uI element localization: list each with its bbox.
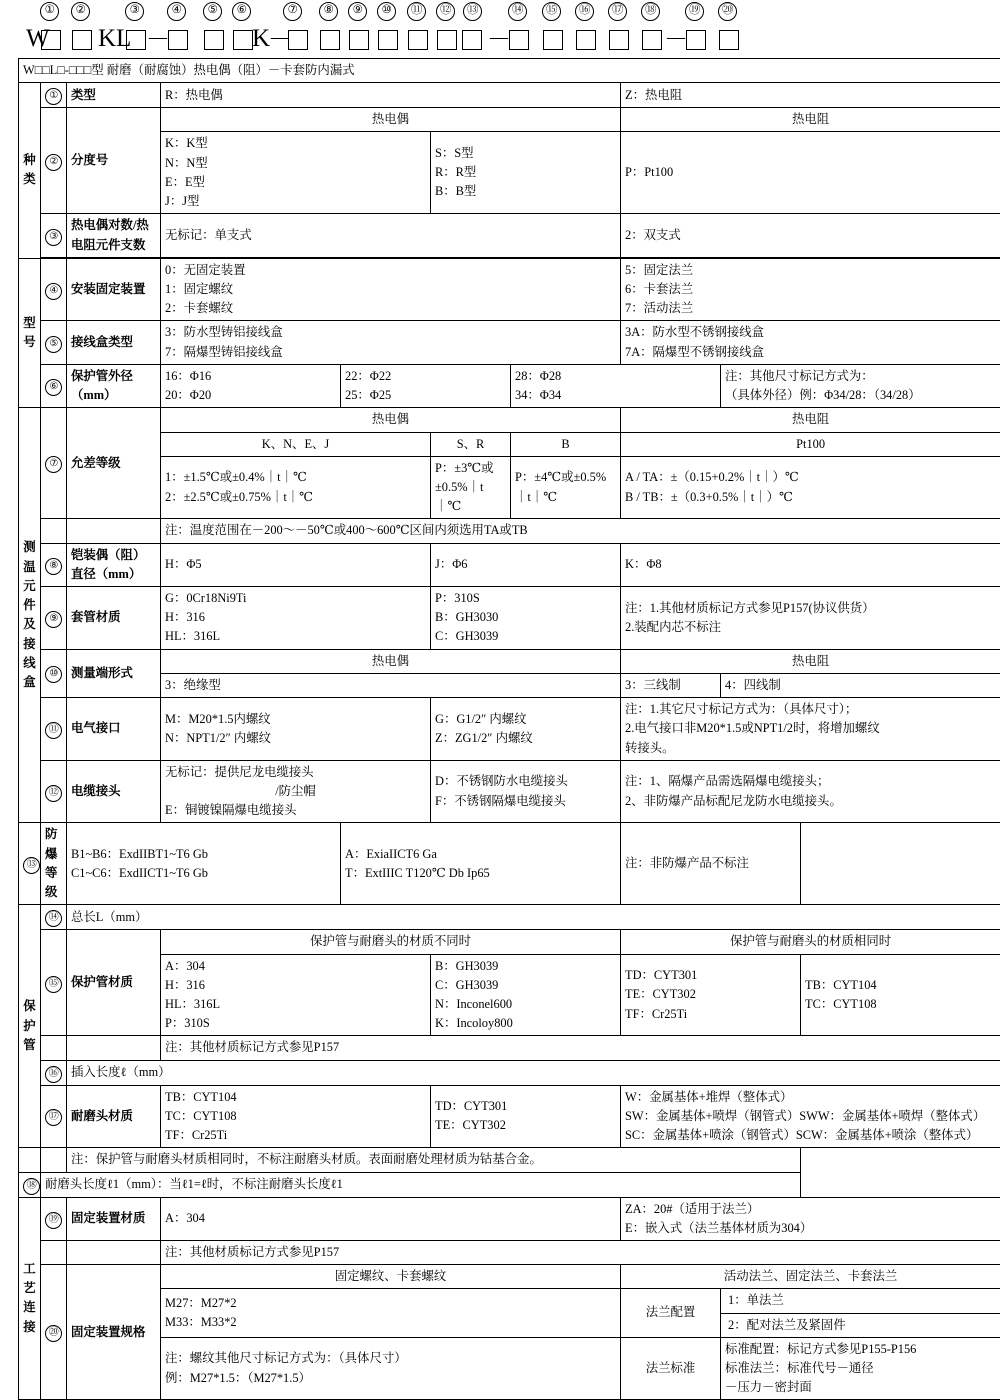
r6-col2: 22：Φ22 25：Φ25	[341, 364, 511, 407]
row-number-19-note-spacer	[41, 1240, 67, 1264]
table-row	[19, 1085, 1000, 1148]
r11-col1: M：M20*1.5内螺纹 N：NPT1/2″ 内螺纹	[161, 698, 431, 761]
position-number-9: ⑨	[348, 2, 367, 21]
r20-header-flange: 活动法兰、固定法兰、卡套法兰	[621, 1265, 1000, 1289]
code-slot-2[interactable]	[72, 30, 92, 50]
row-number-7: ⑦	[41, 408, 67, 519]
code-slot-11[interactable]	[408, 30, 428, 50]
r20-flange-standard-label: 法兰标准	[621, 1337, 721, 1400]
category-label-process-connection: 工 艺 连 接	[19, 1197, 41, 1400]
r7-header-thermocouple: 热电偶	[161, 408, 621, 432]
row-number-8: ⑧	[41, 543, 67, 586]
category-label-type: 种 类	[19, 83, 41, 259]
r2-header-rtd: 热电阻	[621, 108, 1000, 132]
row-number-6: ⑥	[41, 364, 67, 407]
code-literal-k: K	[252, 26, 270, 51]
row-label-17-note-spacer	[41, 1148, 67, 1172]
row-number-10: ⑩	[41, 649, 67, 697]
row-number-14: ⑭	[41, 905, 67, 930]
code-slot-4[interactable]	[168, 30, 188, 50]
table-row	[19, 930, 1000, 954]
r19-col2: ZA：20#（适用于法兰） E：嵌入式（法兰基体材质为304）	[621, 1197, 1000, 1240]
code-literal-w: W	[26, 26, 50, 51]
r7-col2: P：±3℃或±0.5%｜t｜℃	[431, 456, 511, 519]
r2-header-thermocouple: 热电偶	[161, 108, 621, 132]
table-row	[19, 83, 1000, 108]
code-slot-3[interactable]	[126, 30, 146, 50]
position-number-18: ⑱	[641, 2, 660, 21]
model-code-ruler	[0, 0, 1000, 58]
position-number-1: ①	[40, 2, 59, 21]
r2-col1: K：K型 N：N型 E：E型 J：J型	[161, 132, 431, 214]
row-label-10: 测量端形式	[67, 649, 161, 697]
row-label-4: 安装固定装置	[67, 258, 161, 321]
r7-subheader-knej: K、N、E、J	[161, 432, 431, 456]
r15-col2: B：GH3039 C：GH3039 N：Inconel600 K：Incoloy800	[431, 954, 621, 1036]
row-number-1: ①	[41, 83, 67, 108]
code-slot-14[interactable]	[509, 30, 529, 50]
r7-col4: A / TA：±（0.15+0.2%｜t｜）℃ B / TB：±（0.3+0.5%｜t｜）℃	[621, 456, 1000, 519]
model-code-row	[0, 22, 1000, 56]
table-row	[19, 1060, 1000, 1085]
r17-col1: TB：CYT104 TC：CYT108 TF：Cr25Ti	[161, 1085, 431, 1148]
row-number-16: ⑯	[41, 1060, 67, 1085]
row-number-13: ⑬	[19, 823, 41, 905]
position-number-11: ⑪	[407, 2, 426, 21]
r20-header-thread: 固定螺纹、卡套螺纹	[161, 1265, 621, 1289]
code-literal-kl: KL	[98, 26, 131, 51]
table-row	[19, 649, 1000, 673]
table-row	[19, 1265, 1000, 1289]
r8-col1: H：Φ5	[161, 543, 431, 586]
r5-col2: 3A：防水型不锈钢接线盒 7A：隔爆型不锈钢接线盒	[621, 321, 1000, 364]
table-row	[19, 456, 1000, 519]
position-number-17: ⑰	[608, 2, 627, 21]
row-number-2: ②	[41, 108, 67, 214]
r12-col1: 无标记：提供尼龙电缆接头 /防尘帽 E：铜镀镍隔爆电缆接头	[161, 760, 431, 823]
code-slot-10[interactable]	[378, 30, 398, 50]
code-slot-7[interactable]	[288, 30, 308, 50]
r1-value-thermocouple: R：热电偶	[161, 83, 621, 108]
r10-value-thermocouple: 3：绝缘型	[161, 673, 621, 697]
table-row	[19, 673, 1000, 697]
r10-value-rtd-4wire: 4：四线制	[721, 673, 1000, 697]
code-separator-3: －	[487, 28, 511, 52]
position-number-8: ⑧	[319, 2, 338, 21]
code-separator-2: －	[268, 28, 292, 52]
r3-value-left: 无标记：单支式	[161, 214, 621, 257]
table-row	[19, 258, 1000, 321]
row-number-17: ⑰	[41, 1085, 67, 1148]
position-number-20: ⑳	[718, 2, 737, 21]
r9-col1: G：0Cr18Ni9Ti H：316 HL：316L	[161, 587, 431, 650]
row-label-7: 允差等级	[67, 408, 161, 519]
row-number-11: ⑪	[41, 698, 67, 761]
r7-col1: 1：±1.5℃或±0.4%｜t｜℃ 2：±2.5℃或±0.75%｜t｜℃	[161, 456, 431, 519]
table-row	[19, 408, 1000, 432]
code-slot-18[interactable]	[642, 30, 662, 50]
row-label-5: 接线盒类型	[67, 321, 161, 364]
r15-header-same: 保护管与耐磨头的材质相同时	[621, 930, 1000, 954]
row-label-12: 电缆接头	[67, 760, 161, 823]
table-row	[19, 905, 1000, 930]
position-number-7: ⑦	[283, 2, 302, 21]
position-number-16: ⑯	[575, 2, 594, 21]
table-row	[19, 519, 1000, 543]
category-label-model: 型 号	[19, 258, 41, 408]
code-slot-19[interactable]	[686, 30, 706, 50]
r20-flange-config-label: 法兰配置	[621, 1289, 721, 1337]
row-label-19: 固定装置材质	[67, 1197, 161, 1240]
position-number-2: ②	[71, 2, 90, 21]
row-number-19: ⑲	[41, 1197, 67, 1240]
code-slot-13[interactable]	[462, 30, 482, 50]
specification-table	[18, 58, 1000, 1400]
r15-col4: TB：CYT104 TC：CYT108	[801, 954, 1000, 1036]
table-row	[19, 587, 1000, 650]
r7-note: 注：温度范围在－200～－50℃或400～600℃区间内须选用TA或TB	[161, 519, 1000, 543]
r13-note: 注：非防爆产品不标注	[621, 823, 801, 905]
position-number-row	[0, 0, 1000, 22]
code-slot-15[interactable]	[543, 30, 563, 50]
table-row	[19, 132, 1000, 214]
row-label-13: 防爆等级	[41, 823, 67, 905]
table-row	[19, 823, 1000, 905]
category-label-sensor-junctionbox: 测 温 元 件 及 接 线 盒	[19, 408, 41, 823]
code-separator-4: －	[664, 28, 688, 52]
r13-col1: B1~B6：ExdIIBT1~T6 Gb C1~C6：ExdIICT1~T6 Gb	[67, 823, 341, 905]
r1-value-rtd: Z：热电阻	[621, 83, 1000, 108]
r8-col3: K：Φ8	[621, 543, 1000, 586]
row-number-7-note-spacer	[41, 519, 67, 543]
r10-value-rtd-3wire: 3：三线制	[621, 673, 721, 697]
r20-flange-standard-values: 标准配置：标记方式参见P155-P156 标准法兰：标准代号－通径 －压力－密封面	[721, 1337, 1000, 1400]
r19-col1: A：304	[161, 1197, 621, 1240]
row-number-20: ⑳	[41, 1265, 67, 1400]
code-separator-1: －	[146, 28, 170, 52]
table-row	[19, 543, 1000, 586]
r6-col1: 16：Φ16 20：Φ20	[161, 364, 341, 407]
code-slot-17[interactable]	[609, 30, 629, 50]
r4-col1: 0：无固定装置 1：固定螺纹 2：卡套螺纹	[161, 258, 621, 321]
row-label-20: 固定装置规格	[67, 1265, 161, 1400]
table-row	[19, 1240, 1000, 1264]
r15-col3: TD：CYT301 TE：CYT302 TF：Cr25Ti	[621, 954, 801, 1036]
row-label-9: 套管材质	[67, 587, 161, 650]
r12-note: 注：1、隔爆产品需选隔爆电缆接头； 2、非防爆产品标配尼龙防水电缆接头。	[621, 760, 1000, 823]
table-row	[19, 364, 1000, 407]
row-number-9: ⑨	[41, 587, 67, 650]
table-row	[19, 1148, 1000, 1172]
r12-col2: D：不锈钢防水电缆接头 F：不锈钢隔爆电缆接头	[431, 760, 621, 823]
code-slot-12[interactable]	[437, 30, 457, 50]
r15-header-different: 保护管与耐磨头的材质不同时	[161, 930, 621, 954]
r15-note: 注：其他材质标记方式参见P157	[161, 1036, 1000, 1060]
table-row	[19, 1337, 1000, 1400]
r7-col3: P：±4℃或±0.5%｜t｜℃	[511, 456, 621, 519]
position-number-10: ⑩	[377, 2, 396, 21]
row-number-18: ⑱	[19, 1172, 41, 1197]
table-row	[19, 214, 1000, 257]
r8-col2: J：Φ6	[431, 543, 621, 586]
table-row	[19, 1197, 1000, 1240]
r5-col1: 3：防水型铸铝接线盒 7：隔爆型铸铝接线盒	[161, 321, 621, 364]
code-slot-5[interactable]	[204, 30, 224, 50]
r4-col2: 5：固定法兰 6：卡套法兰 7：活动法兰	[621, 258, 1000, 321]
table-row	[19, 1036, 1000, 1060]
r11-note: 注：1.其它尺寸标记方式为：（具体尺寸）； 2.电气接口非M20*1.5或NPT1/2时，将增加螺纹 转接头。	[621, 698, 1000, 761]
table-row	[19, 321, 1000, 364]
r19-note: 注：其他材质标记方式参见P157	[161, 1240, 1000, 1264]
r9-note: 注：1.其他材质标记方式参见P157(协议供货） 2.装配内芯不标注	[621, 587, 1000, 650]
code-slot-1[interactable]	[41, 30, 61, 50]
category-label-protection-tube: 保 护 管	[19, 905, 41, 1148]
row-label-18: 耐磨头长度ℓ1（mm）：当ℓ1=ℓ时，不标注耐磨头长度ℓ1	[41, 1172, 801, 1197]
table-row	[19, 760, 1000, 823]
r17-col3: W：金属基体+堆焊（整体式） SW：金属基体+喷焊（钢管式）SWW：金属基体+喷焊（整体式） SC：金属基体+喷涂（钢管式）SCW：金属基体+喷涂（整体式）	[621, 1085, 1000, 1148]
row-number-15: ⑮	[41, 930, 67, 1036]
code-slot-8[interactable]	[320, 30, 340, 50]
r2-col2: S：S型 R：R型 B：B型	[431, 132, 621, 214]
table-row	[19, 1172, 1000, 1197]
code-slot-20[interactable]	[719, 30, 739, 50]
table-row	[19, 1289, 1000, 1337]
r17-col2: TD：CYT301 TE：CYT302	[431, 1085, 621, 1148]
r10-header-thermocouple: 热电偶	[161, 649, 621, 673]
row-label-17: 耐磨头材质	[67, 1085, 161, 1148]
row-label-15-note-spacer	[67, 1036, 161, 1060]
r7-subheader-pt100: Pt100	[621, 432, 1000, 456]
row-label-16: 插入长度ℓ（mm）	[67, 1060, 1000, 1085]
r17-note: 注：保护管与耐磨头材质相同时，不标注耐磨头材质。表面耐磨处理材质为钴基合金。	[67, 1148, 801, 1172]
row-number-3: ③	[41, 214, 67, 257]
row-label-19-note-spacer	[67, 1240, 161, 1264]
row-label-8: 铠装偶（阻）直径（mm）	[67, 543, 161, 586]
position-number-12: ⑫	[436, 2, 455, 21]
r2-col3: P：Pt100	[621, 132, 1000, 214]
r9-col2: P：310S B：GH3030 C：GH3039	[431, 587, 621, 650]
r7-header-rtd: 热电阻	[621, 408, 1000, 432]
row-number-17-note-spacer	[19, 1148, 41, 1172]
r15-col1: A：304 H：316 HL：316L P：310S	[161, 954, 431, 1036]
position-number-6: ⑥	[232, 2, 251, 21]
row-label-15: 保护管材质	[67, 930, 161, 1036]
r11-col2: G：G1/2″ 内螺纹 Z：ZG1/2″ 内螺纹	[431, 698, 621, 761]
code-slot-9[interactable]	[349, 30, 369, 50]
row-number-12: ⑫	[41, 760, 67, 823]
row-label-14: 总长L（mm）	[67, 905, 1000, 930]
r3-value-right: 2：双支式	[621, 214, 1000, 257]
row-number-5: ⑤	[41, 321, 67, 364]
row-label-1: 类型	[67, 83, 161, 108]
product-title: W□□L□-□□□型 耐磨（耐腐蚀）热电偶（阻）－卡套防内漏式	[19, 59, 1000, 83]
position-number-14: ⑭	[508, 2, 527, 21]
position-number-4: ④	[167, 2, 186, 21]
row-label-3: 热电偶对数/热电阻元件支数	[67, 214, 161, 257]
table-row	[19, 954, 1000, 1036]
row-number-15-note-spacer	[41, 1036, 67, 1060]
table-row	[19, 698, 1000, 761]
r20-flange-config-values: 1：单法兰 2：配对法兰及紧固件	[721, 1289, 1000, 1337]
position-number-15: ⑮	[542, 2, 561, 21]
r20-note: 注：螺纹其他尺寸标记方式为：（具体尺寸） 例：M27*1.5：（M27*1.5）	[161, 1337, 621, 1400]
r20-col1: M27：M27*2 M33：M33*2	[161, 1289, 621, 1337]
position-number-19: ⑲	[685, 2, 704, 21]
r10-header-rtd: 热电阻	[621, 649, 1000, 673]
r6-col3: 28：Φ28 34：Φ34	[511, 364, 721, 407]
r13-col2: A：ExiaIICT6 Ga T：ExtIIIC T120℃ Db Ip65	[341, 823, 621, 905]
row-label-7-note-spacer	[67, 519, 161, 543]
position-number-3: ③	[125, 2, 144, 21]
r7-subheader-sr: S、R	[431, 432, 511, 456]
r7-subheader-b: B	[511, 432, 621, 456]
position-number-5: ⑤	[203, 2, 222, 21]
table-title-row	[19, 59, 1000, 83]
position-number-13: ⑬	[463, 2, 482, 21]
row-label-6: 保护管外径（mm）	[67, 364, 161, 407]
table-row	[19, 108, 1000, 132]
row-number-4: ④	[41, 258, 67, 321]
row-label-2: 分度号	[67, 108, 161, 214]
row-label-11: 电气接口	[67, 698, 161, 761]
r6-note: 注：其他尺寸标记方式为： （具体外径）例：Φ34/28：（34/28）	[721, 364, 1000, 407]
code-slot-16[interactable]	[576, 30, 596, 50]
code-slot-6[interactable]	[233, 30, 253, 50]
table-row	[19, 432, 1000, 456]
